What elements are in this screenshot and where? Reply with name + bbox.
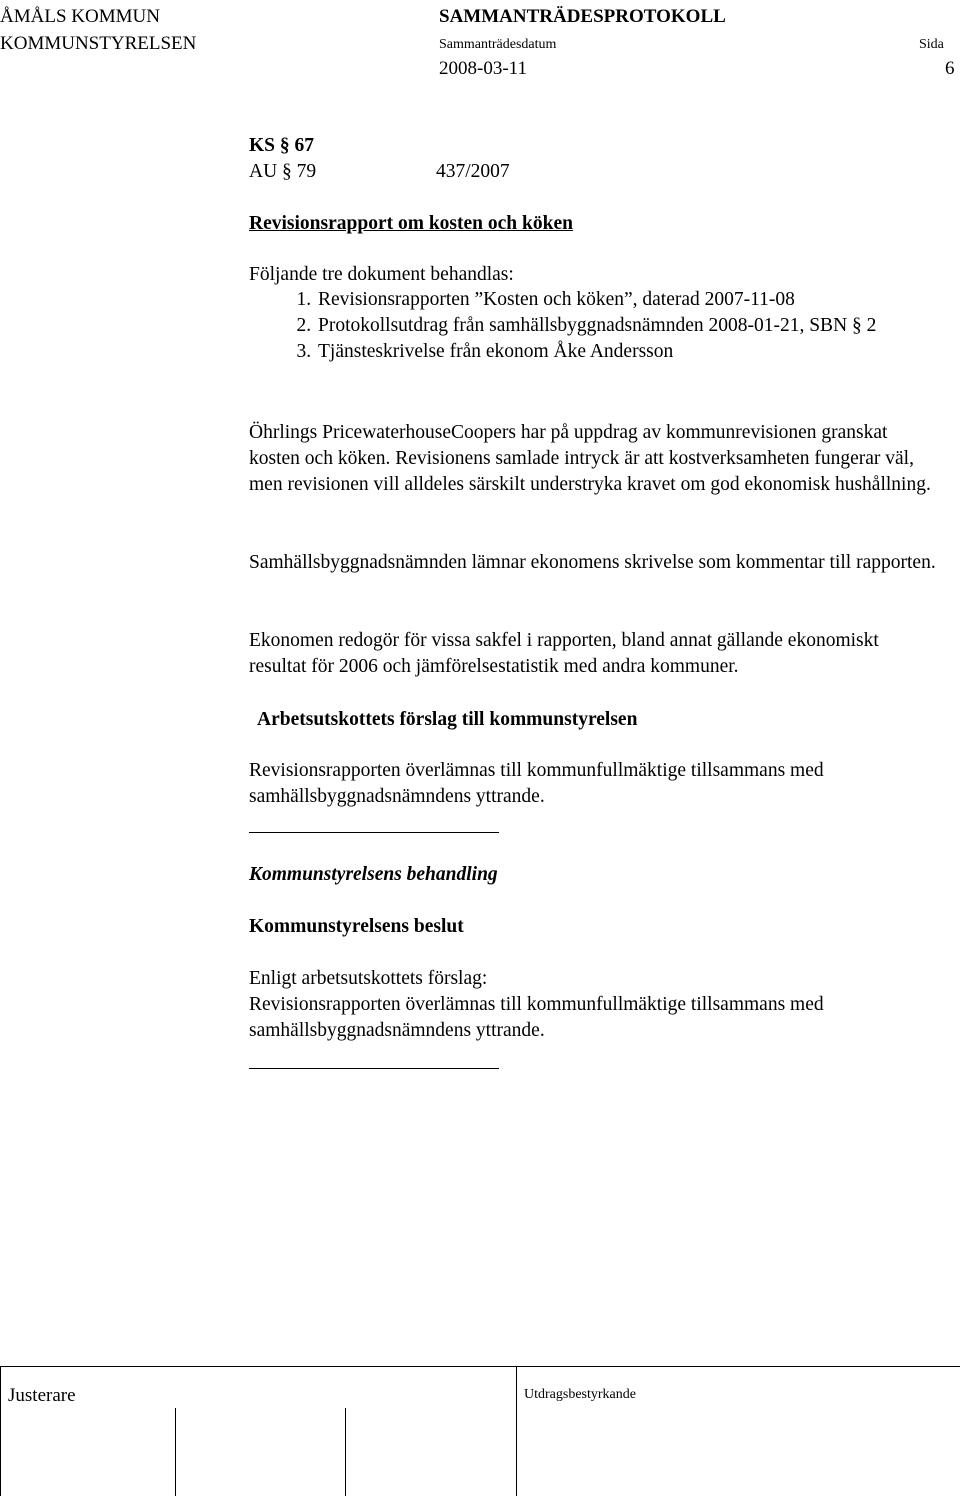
paragraph-text: Revisionsrapporten överlämnas till kommunfullmäktige tillsammans med samhällsbyggnadsnämndens yttrande. <box>249 994 824 1041</box>
paragraph-text: Revisionsrapporten överlämnas till kommunfullmäktige tillsammans med samhällsbyggnadsnämndens yttrande. <box>249 760 824 807</box>
intro-text: Följande tre dokument behandlas: <box>249 264 514 285</box>
document-item: 1. Revisionsrapporten ”Kosten och köken”, daterad 2007-11-08 <box>316 287 956 313</box>
case-number: 437/2007 <box>436 161 510 182</box>
page-number: 6 <box>945 58 955 79</box>
paragraph-review <box>249 420 939 498</box>
document-type: SAMMANTRÄDESPROTOKOLL <box>439 6 726 27</box>
municipality-name: ÅMÅLS KOMMUN <box>0 6 160 27</box>
document-list <box>249 287 956 365</box>
au-proposal-heading: Arbetsutskottets förslag till kommunstyrelsen <box>257 709 638 730</box>
paragraph-text: Öhrlings PricewaterhouseCoopers har på uppdrag av kommunrevisionen granskat kosten och köken. Revisionens samlade intryck är att kostverksamheten fungerar väl, men revisionen vill alldeles särskilt understryka kravet om god ekonomisk hushållning. <box>249 422 931 495</box>
document-item: 3. Tjänsteskrivelse från ekonom Åke Andersson <box>316 339 956 365</box>
ks-decision-heading: Kommunstyrelsens beslut <box>249 916 464 937</box>
ks-handling-heading: Kommunstyrelsens behandling <box>249 864 498 885</box>
ks-decision-text <box>249 992 939 1044</box>
page-label: Sida <box>919 37 944 52</box>
paragraph-text: Ekonomen redogör för vissa sakfel i rapporten, bland annat gällande ekonomiskt resultat för 2006 och jämförelsestatistik med andra kommuner. <box>249 630 879 677</box>
paragraph-committee <box>249 550 939 576</box>
footer-top-line <box>0 1366 960 1367</box>
utdragsbestyrkande-label: Utdragsbestyrkande <box>524 1387 636 1402</box>
signature-box-divider <box>516 1366 517 1496</box>
page-title: Revisionsrapport om kosten och köken <box>249 213 573 234</box>
signature-box-divider <box>0 1366 1 1496</box>
committee-name: KOMMUNSTYRELSEN <box>0 33 197 54</box>
signature-box-divider <box>345 1408 346 1496</box>
au-proposal-text <box>249 758 939 810</box>
ks-paragraph: KS § 67 <box>249 135 315 156</box>
signature-box-divider <box>175 1408 176 1496</box>
document-item: 2. Protokollsutdrag från samhällsbyggnadsnämnden 2008-01-21, SBN § 2 <box>316 313 916 339</box>
justerare-label: Justerare <box>8 1385 76 1406</box>
ks-decision-intro: Enligt arbetsutskottets förslag: <box>249 968 488 989</box>
date-label: Sammanträdesdatum <box>439 37 557 52</box>
divider-line <box>249 1068 499 1069</box>
paragraph-text: Samhällsbyggnadsnämnden lämnar ekonomens skrivelse som kommentar till rapporten. <box>249 552 936 573</box>
divider-line <box>249 832 499 833</box>
paragraph-economist <box>249 628 939 680</box>
au-paragraph: AU § 79 <box>249 161 317 182</box>
meeting-date: 2008-03-11 <box>439 58 527 79</box>
